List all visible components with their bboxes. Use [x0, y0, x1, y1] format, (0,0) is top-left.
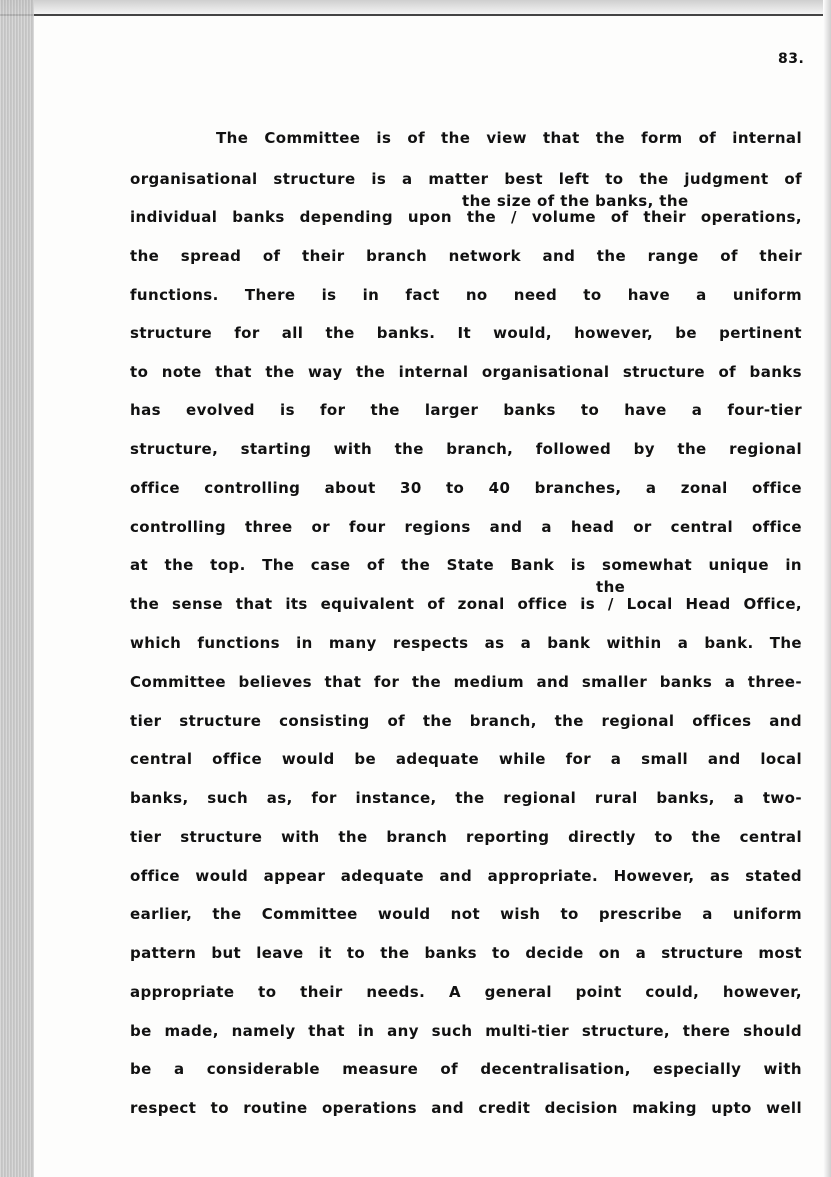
page-right-edge	[823, 0, 831, 1177]
body-line: banks, such as, for instance, the regional rural banks, a two-	[130, 789, 802, 807]
body-line: to note that the way the internal organisational structure of banks	[130, 363, 802, 381]
body-line: organisational structure is a matter best left to the judgment of	[130, 170, 802, 188]
body-line: the spread of their branch network and the range of their	[130, 247, 802, 265]
page-top-edge	[0, 0, 831, 16]
body-line: office would appear adequate and appropriate. However, as stated	[130, 867, 802, 885]
book-binding-edge	[0, 0, 34, 1177]
body-line: which functions in many respects as a bank within a bank. The	[130, 634, 802, 652]
body-line: the sense that its equivalent of zonal office is / Local Head Office,	[130, 595, 802, 613]
body-line: The Committee is of the view that the form of internal	[216, 129, 802, 147]
body-line: individual banks depending upon the / volume of their operations,	[130, 208, 802, 226]
body-line: tier structure consisting of the branch, the regional offices and	[130, 712, 802, 730]
body-line: central office would be adequate while for a small and local	[130, 750, 802, 768]
body-line: respect to routine operations and credit decision making upto well	[130, 1099, 802, 1117]
body-line: structure for all the banks. It would, however, be pertinent	[130, 324, 802, 342]
body-line: be made, namely that in any such multi-tier structure, there should	[130, 1022, 802, 1040]
body-line: tier structure with the branch reporting directly to the central	[130, 828, 802, 846]
body-line: functions. There is in fact no need to have a uniform	[130, 286, 802, 304]
body-line: structure, starting with the branch, followed by the regional	[130, 440, 802, 458]
handwritten-insertion-size-of-banks: the size of the banks, the	[462, 192, 689, 210]
body-line: earlier, the Committee would not wish to prescribe a uniform	[130, 905, 802, 923]
body-line: has evolved is for the larger banks to have a four-tier	[130, 401, 802, 419]
body-line: at the top. The case of the State Bank is somewhat unique in	[130, 556, 802, 574]
body-line: office controlling about 30 to 40 branches, a zonal office	[130, 479, 802, 497]
handwritten-insertion-the: the	[596, 578, 626, 596]
page-number: 83.	[778, 51, 805, 67]
body-line: be a considerable measure of decentralisation, especially with	[130, 1060, 802, 1078]
body-line: controlling three or four regions and a head or central office	[130, 518, 802, 536]
body-line: Committee believes that for the medium and smaller banks a three-	[130, 673, 802, 691]
body-line: pattern but leave it to the banks to decide on a structure most	[130, 944, 802, 962]
body-line: appropriate to their needs. A general point could, however,	[130, 983, 802, 1001]
